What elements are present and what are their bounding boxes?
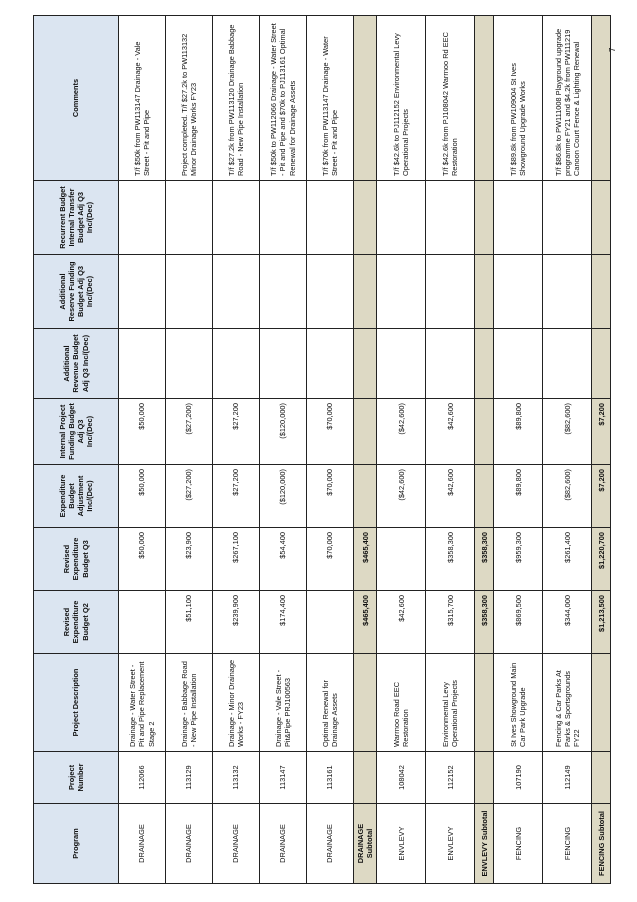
cell-revenue (543, 329, 592, 399)
cell-adjustment (354, 465, 377, 528)
cell-q2: $358,300 (475, 591, 494, 654)
cell-adjustment: $27,200 (213, 465, 260, 528)
cell-recurrent (475, 181, 494, 255)
table-header-row (34, 16, 119, 884)
cell-adjustment: ($82,600) (543, 465, 592, 528)
table-row (494, 16, 543, 884)
header-budget-adjustment: Expenditure Budget Adjustment Inc/(Dec) (34, 465, 119, 528)
cell-reserve (213, 255, 260, 329)
cell-q2 (307, 591, 354, 654)
cell-comments: T/f $42.6k from PJ108042 Warrnoo Rd EEC Restoration (426, 16, 475, 181)
cell-recurrent (166, 181, 213, 255)
cell-internal: ($27,200) (166, 399, 213, 465)
cell-internal: $89,800 (494, 399, 543, 465)
cell-internal (475, 399, 494, 465)
header-revised-budget-q3: Revised Expenditure Budget Q3 (34, 528, 119, 591)
table-row (543, 16, 592, 884)
cell-revenue (166, 329, 213, 399)
cell-program: DRAINAGE (260, 804, 307, 884)
cell-q3: $50,000 (119, 528, 166, 591)
cell-reserve (475, 255, 494, 329)
cell-reserve (166, 255, 213, 329)
cell-revenue (213, 329, 260, 399)
subtotal-label: DRAINAGE Subtotal (354, 804, 377, 884)
cell-number: 113132 (213, 752, 260, 804)
cell-q2: $1,213,500 (592, 591, 611, 654)
cell-internal: ($120,000) (260, 399, 307, 465)
cell-adjustment: $70,000 (307, 465, 354, 528)
cell-recurrent (377, 181, 426, 255)
cell-revenue (260, 329, 307, 399)
cell-revenue (307, 329, 354, 399)
cell-adjustment: $7,200 (592, 465, 611, 528)
header-comments: Comments (34, 16, 119, 181)
cell-number: 107190 (494, 752, 543, 804)
cell-description: St Ives Showground Main Car Park Upgrade (494, 654, 543, 752)
cell-number: 112149 (543, 752, 592, 804)
cell-revenue (592, 329, 611, 399)
cell-description: Warrnoo Road EEC Restoration (377, 654, 426, 752)
cell-q3: $70,000 (307, 528, 354, 591)
cell-q2: $344,000 (543, 591, 592, 654)
header-project-number: Project Number (34, 752, 119, 804)
cell-recurrent (307, 181, 354, 255)
cell-q3: $1,220,700 (592, 528, 611, 591)
cell-comments: T/f $50k from PW113147 Drainage - Vale Street - Pit and Pipe (119, 16, 166, 181)
cell-description: Fencing & Car Parks At Parks & Sportsgrounds FY22 (543, 654, 592, 752)
subtotal-label: ENVLEVY Subtotal (475, 804, 494, 884)
cell-number: 113161 (307, 752, 354, 804)
table-row (260, 16, 307, 884)
cell-adjustment (475, 465, 494, 528)
header-recurrent-transfer: Recurrent Budget Internal Transfer Budget Adj Q3 Inc/(Dec) (34, 181, 119, 255)
cell-recurrent (592, 181, 611, 255)
cell-recurrent (543, 181, 592, 255)
cell-q3: $261,400 (543, 528, 592, 591)
table-row (426, 16, 475, 884)
cell-q3: $465,400 (354, 528, 377, 591)
cell-comments: T/f $42.6k to PJ112152 Environmental Levy Operational Projects (377, 16, 426, 181)
cell-q2: $42,600 (377, 591, 426, 654)
cell-reserve (426, 255, 475, 329)
cell-revenue (119, 329, 166, 399)
subtotal-row (354, 16, 377, 884)
cell-description: Drainage - Water Street - Pit and Pipe Replacement Stage 2 (119, 654, 166, 752)
cell-internal: $70,000 (307, 399, 354, 465)
cell-program: ENVLEVY (377, 804, 426, 884)
cell-q2: $315,700 (426, 591, 475, 654)
cell-q2: $465,400 (354, 591, 377, 654)
subtotal-row (475, 16, 494, 884)
table-row (119, 16, 166, 884)
cell-internal: $7,200 (592, 399, 611, 465)
cell-number: 108042 (377, 752, 426, 804)
cell-recurrent (354, 181, 377, 255)
header-program: Program (34, 804, 119, 884)
subtotal-label: FENCING Subtotal (592, 804, 611, 884)
cell-number (592, 752, 611, 804)
cell-adjustment: $50,000 (119, 465, 166, 528)
cell-program: DRAINAGE (213, 804, 260, 884)
cell-adjustment: $89,800 (494, 465, 543, 528)
table-row (307, 16, 354, 884)
cell-program: FENCING (543, 804, 592, 884)
cell-description: Environmental Levy Operational Projects (426, 654, 475, 752)
cell-reserve (119, 255, 166, 329)
cell-reserve (592, 255, 611, 329)
cell-description: Drainage - Minor Drainage Works - FY23 (213, 654, 260, 752)
cell-recurrent (119, 181, 166, 255)
cell-recurrent (260, 181, 307, 255)
cell-number: 112066 (119, 752, 166, 804)
cell-q3: $267,100 (213, 528, 260, 591)
cell-recurrent (426, 181, 475, 255)
cell-number: 112152 (426, 752, 475, 804)
cell-revenue (377, 329, 426, 399)
cell-reserve (377, 255, 426, 329)
cell-comments: T/f $89.8k from PW109004 St Ives Showground Upgrade Works (494, 16, 543, 181)
cell-revenue (475, 329, 494, 399)
cell-revenue (354, 329, 377, 399)
cell-reserve (307, 255, 354, 329)
cell-comments: T/f $86.8k to PW111008 Playground upgrade programme FY21 and $4.2k from PW111219 Canoon Court Fence & Lighting Renewal (543, 16, 592, 181)
cell-description: Drainage - Babbage Road - New Pipe Installation (166, 654, 213, 752)
cell-adjustment: ($27,200) (166, 465, 213, 528)
cell-description (592, 654, 611, 752)
cell-number: 113129 (166, 752, 213, 804)
cell-program: DRAINAGE (307, 804, 354, 884)
cell-q3: $358,300 (426, 528, 475, 591)
cell-program: DRAINAGE (166, 804, 213, 884)
cell-internal (354, 399, 377, 465)
subtotal-row (592, 16, 611, 884)
table-row (213, 16, 260, 884)
cell-internal: ($82,600) (543, 399, 592, 465)
cell-description: Optimal Renewal for Drainage Assets (307, 654, 354, 752)
cell-program: ENVLEVY (426, 804, 475, 884)
cell-recurrent (494, 181, 543, 255)
cell-description (475, 654, 494, 752)
cell-number (475, 752, 494, 804)
cell-number: 113147 (260, 752, 307, 804)
cell-adjustment: ($42,600) (377, 465, 426, 528)
cell-comments (475, 16, 494, 181)
cell-comments: Project completed. T/f $27.2k to PW113132 Minor Drainage Works FY23 (166, 16, 213, 181)
cell-reserve (494, 255, 543, 329)
cell-internal: $42,600 (426, 399, 475, 465)
cell-internal: $27,200 (213, 399, 260, 465)
cell-description (354, 654, 377, 752)
cell-reserve (543, 255, 592, 329)
header-additional-revenue: Additional Revenue Budget Adj Q3 Inc/(Dec) (34, 329, 119, 399)
cell-recurrent (213, 181, 260, 255)
table-row (166, 16, 213, 884)
cell-q3: $358,300 (475, 528, 494, 591)
header-revised-budget-q2: Revised Expenditure Budget Q2 (34, 591, 119, 654)
header-project-description: Project Description (34, 654, 119, 752)
header-internal-funding: Internal Project Funding Budget Adj Q3 Inc/(Dec) (34, 399, 119, 465)
table-row (377, 16, 426, 884)
cell-revenue (494, 329, 543, 399)
cell-number (354, 752, 377, 804)
cell-q3: $54,400 (260, 528, 307, 591)
cell-reserve (354, 255, 377, 329)
cell-comments: T/f $27.2k from PW113120 Drainage Babbage Road - New Pipe Installation (213, 16, 260, 181)
cell-q2: $51,100 (166, 591, 213, 654)
cell-internal: $50,000 (119, 399, 166, 465)
header-additional-reserve: Additional Reserve Funding Budget Adj Q3 Inc/(Dec) (34, 255, 119, 329)
cell-q3: $23,900 (166, 528, 213, 591)
cell-q2: $239,900 (213, 591, 260, 654)
cell-q3 (377, 528, 426, 591)
cell-description: Drainage - Vale Street - Pit&Pipe PRJ100563 (260, 654, 307, 752)
cell-comments: T/f $70k from PW113147 Drainage - Water Street - Pit and Pipe (307, 16, 354, 181)
cell-q3: $959,300 (494, 528, 543, 591)
budget-adjustment-table (33, 15, 611, 884)
cell-internal: ($42,600) (377, 399, 426, 465)
cell-revenue (426, 329, 475, 399)
cell-program: DRAINAGE (119, 804, 166, 884)
cell-comments (592, 16, 611, 181)
cell-q2: $174,400 (260, 591, 307, 654)
cell-program: FENCING (494, 804, 543, 884)
cell-comments (354, 16, 377, 181)
cell-q2: $869,500 (494, 591, 543, 654)
cell-q2 (119, 591, 166, 654)
cell-adjustment: ($120,000) (260, 465, 307, 528)
page-number: 7 (608, 47, 617, 52)
cell-reserve (260, 255, 307, 329)
cell-comments: T/f $50k to PW112066 Drainage - Water Street - Pit and Pipe and $70k to PJ113161 Optimal Renewal for Drainage Assets (260, 16, 307, 181)
cell-adjustment: $42,600 (426, 465, 475, 528)
